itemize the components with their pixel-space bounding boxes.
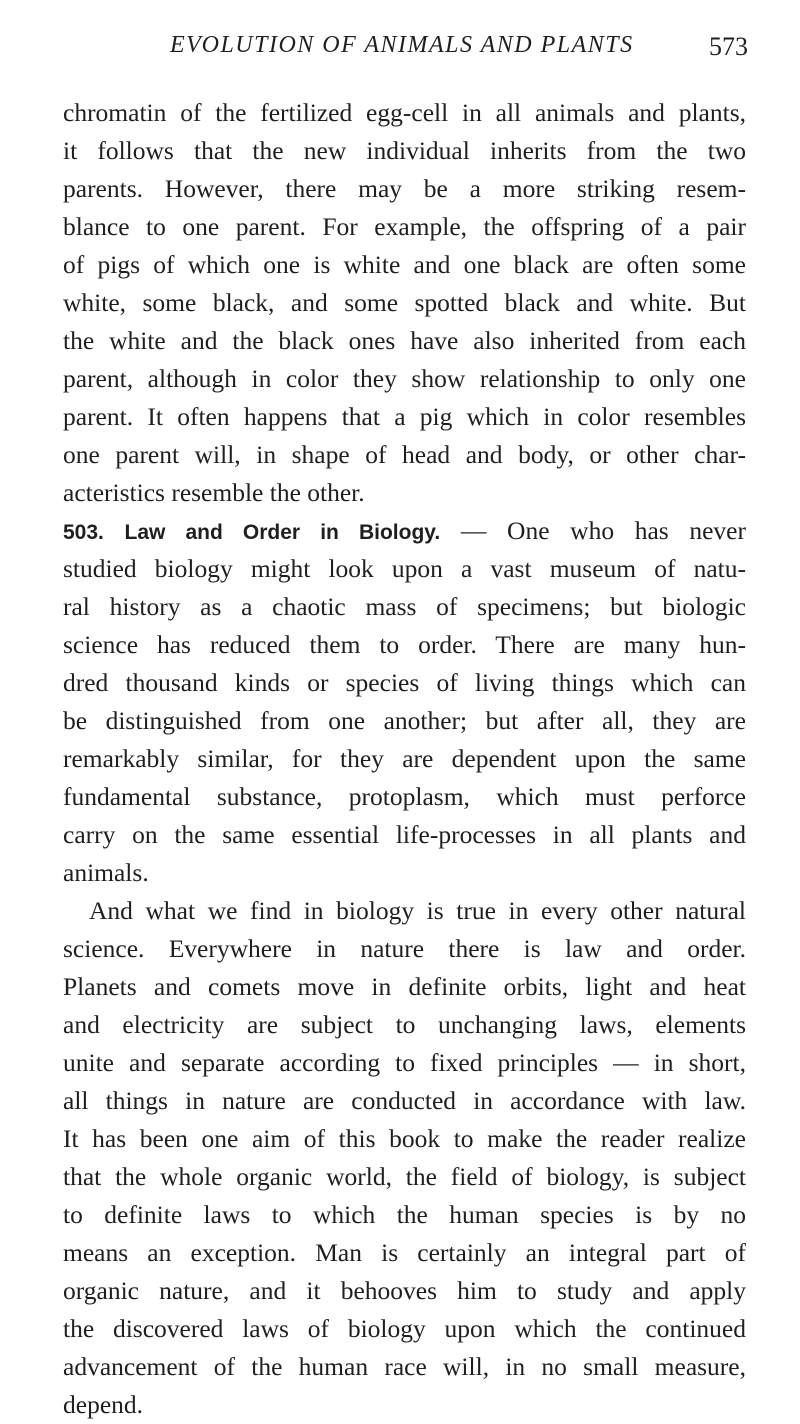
section-number: 503. — [63, 521, 104, 544]
text-line: that the whole organic world, the field of biology, is subject — [63, 1162, 746, 1191]
text-line: science has reduced them to order. There are many hun- — [63, 630, 746, 659]
text-line: ral history as a chaotic mass of specimens; but biologic — [63, 592, 746, 621]
running-head — [170, 32, 748, 72]
text-line: the white and the black ones have also inherited from each — [63, 326, 746, 355]
text-line: of pigs of which one is white and one black are often some — [63, 250, 746, 279]
text-line: animals. — [63, 858, 149, 887]
text-line: And what we find in biology is true in every other natural — [89, 896, 746, 925]
text-line: be distinguished from one another; but after all, they are — [63, 706, 746, 735]
text-line: blance to one parent. For example, the offspring of a pair — [63, 212, 746, 241]
text-line: advancement of the human race will, in no small measure, — [63, 1352, 746, 1381]
text-line: white, some black, and some spotted black and white. But — [63, 288, 746, 317]
text-line: parents. However, there may be a more striking resem- — [63, 174, 746, 203]
body-text — [63, 94, 746, 1424]
text-line: all things in nature are conducted in accordance with law. — [63, 1086, 746, 1115]
text-line: studied biology might look upon a vast museum of natu- — [63, 554, 746, 583]
text-line: and electricity are subject to unchanging laws, elements — [63, 1010, 746, 1039]
text-line: carry on the same essential life-processes in all plants and — [63, 820, 746, 849]
text-line: the discovered laws of biology upon which the continued — [63, 1314, 746, 1343]
section-title: Law and Order in Biology. — [124, 521, 441, 544]
section-heading-line — [63, 512, 746, 550]
text-line: Planets and comets move in definite orbits, light and heat — [63, 972, 746, 1001]
text-line: means an exception. Man is certainly an integral part of — [63, 1238, 746, 1267]
text-line: depend. — [63, 1390, 144, 1419]
text-line: fundamental substance, protoplasm, which must perforce — [63, 782, 746, 811]
page-number: 573 — [709, 32, 748, 61]
text-line: to definite laws to which the human species is by no — [63, 1200, 746, 1229]
text-line: organic nature, and it behooves him to study and apply — [63, 1276, 746, 1305]
text-line: science. Everywhere in nature there is law and order. — [63, 934, 746, 963]
text-line: dred thousand kinds or species of living things which can — [63, 668, 746, 697]
text-line: unite and separate according to fixed principles — in short, — [63, 1048, 746, 1077]
text-line: remarkably similar, for they are dependent upon the same — [63, 744, 746, 773]
running-title: EVOLUTION OF ANIMALS AND PLANTS — [170, 32, 634, 58]
text-line: parent. It often happens that a pig which in color resembles — [63, 402, 746, 431]
text-line: one parent will, in shape of head and body, or other char- — [63, 440, 746, 469]
text-line: It has been one aim of this book to make the reader realize — [63, 1124, 746, 1153]
text-line: chromatin of the fertilized egg-cell in all animals and plants, — [63, 98, 746, 127]
section-first-line-text: — One who has never — [440, 516, 746, 545]
text-line: acteristics resemble the other. — [63, 478, 365, 507]
text-line: parent, although in color they show relationship to only one — [63, 364, 746, 393]
text-line: it follows that the new individual inherits from the two — [63, 136, 746, 165]
